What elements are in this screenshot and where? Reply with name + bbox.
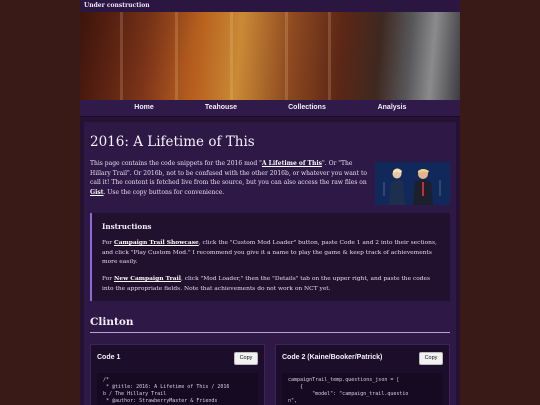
page-title: 2016: A Lifetime of This <box>90 134 255 150</box>
code2-copy-button[interactable]: Copy <box>419 352 443 365</box>
code2-panel <box>275 344 450 405</box>
code1-copy-button[interactable]: Copy <box>234 352 258 365</box>
new-campaign-trail-link[interactable]: New Campaign Trail <box>114 275 181 282</box>
header-banner-image <box>80 12 460 100</box>
section-title-clinton: Clinton <box>90 316 134 328</box>
instructions-nct-paragraph: For New Campaign Trail, click "Mod Loader," then the "Details" tab on the upper right, and paste the codes into the appropriate fields. Note that achievements do not work on NCT yet. <box>102 275 431 292</box>
code1-panel <box>90 344 265 405</box>
intro-paragraph: This page contains the code snippets for the 2016 mod "A Lifetime of This". Or "The Hillary Trail". Or 2016b, not to be confused with the other 2016b, or whatever you want to call it! The content is fetched live from the source, but you can also access the raw files on Gist. Use the copy buttons for convenience. <box>90 160 367 196</box>
main-content <box>84 122 456 405</box>
under-construction-bar: Under construction <box>80 0 460 12</box>
nav-collections[interactable]: Collections <box>288 104 326 111</box>
instructions-showcase-paragraph: For Campaign Trail Showcase, click the "Custom Mod Loader" button, paste Code 1 and 2 into their sections, and click "Play Custom Mod." I recommend you give it a name to play the game & keep track of achievements more easily. <box>102 239 437 265</box>
code2-title: Code 2 (Kaine/Booker/Patrick) <box>282 354 383 361</box>
debate-photo <box>375 162 450 205</box>
code1-title: Code 1 <box>97 354 121 361</box>
nav-home[interactable]: Home <box>134 104 154 111</box>
gist-link[interactable]: Gist <box>90 188 104 196</box>
mod-link[interactable]: A Lifetime of This <box>261 160 323 167</box>
nav-teahouse[interactable]: Teahouse <box>204 104 238 111</box>
section-divider <box>90 332 450 333</box>
instructions-title: Instructions <box>102 222 152 231</box>
code2-snippet[interactable]: campaignTrail_temp.questions_json = [ { "model": "campaign_trail.questio n", <box>282 373 443 405</box>
instructions-box <box>90 213 450 301</box>
code1-snippet[interactable]: /* * @title: 2016: A Lifetime of This / 2016 b / The Hillary Trail * @author: StrawberryMaster & Friends <box>97 373 258 405</box>
nav-analysis[interactable]: Analysis <box>377 104 407 111</box>
campaign-trail-showcase-link[interactable]: Campaign Trail Showcase <box>114 239 199 246</box>
